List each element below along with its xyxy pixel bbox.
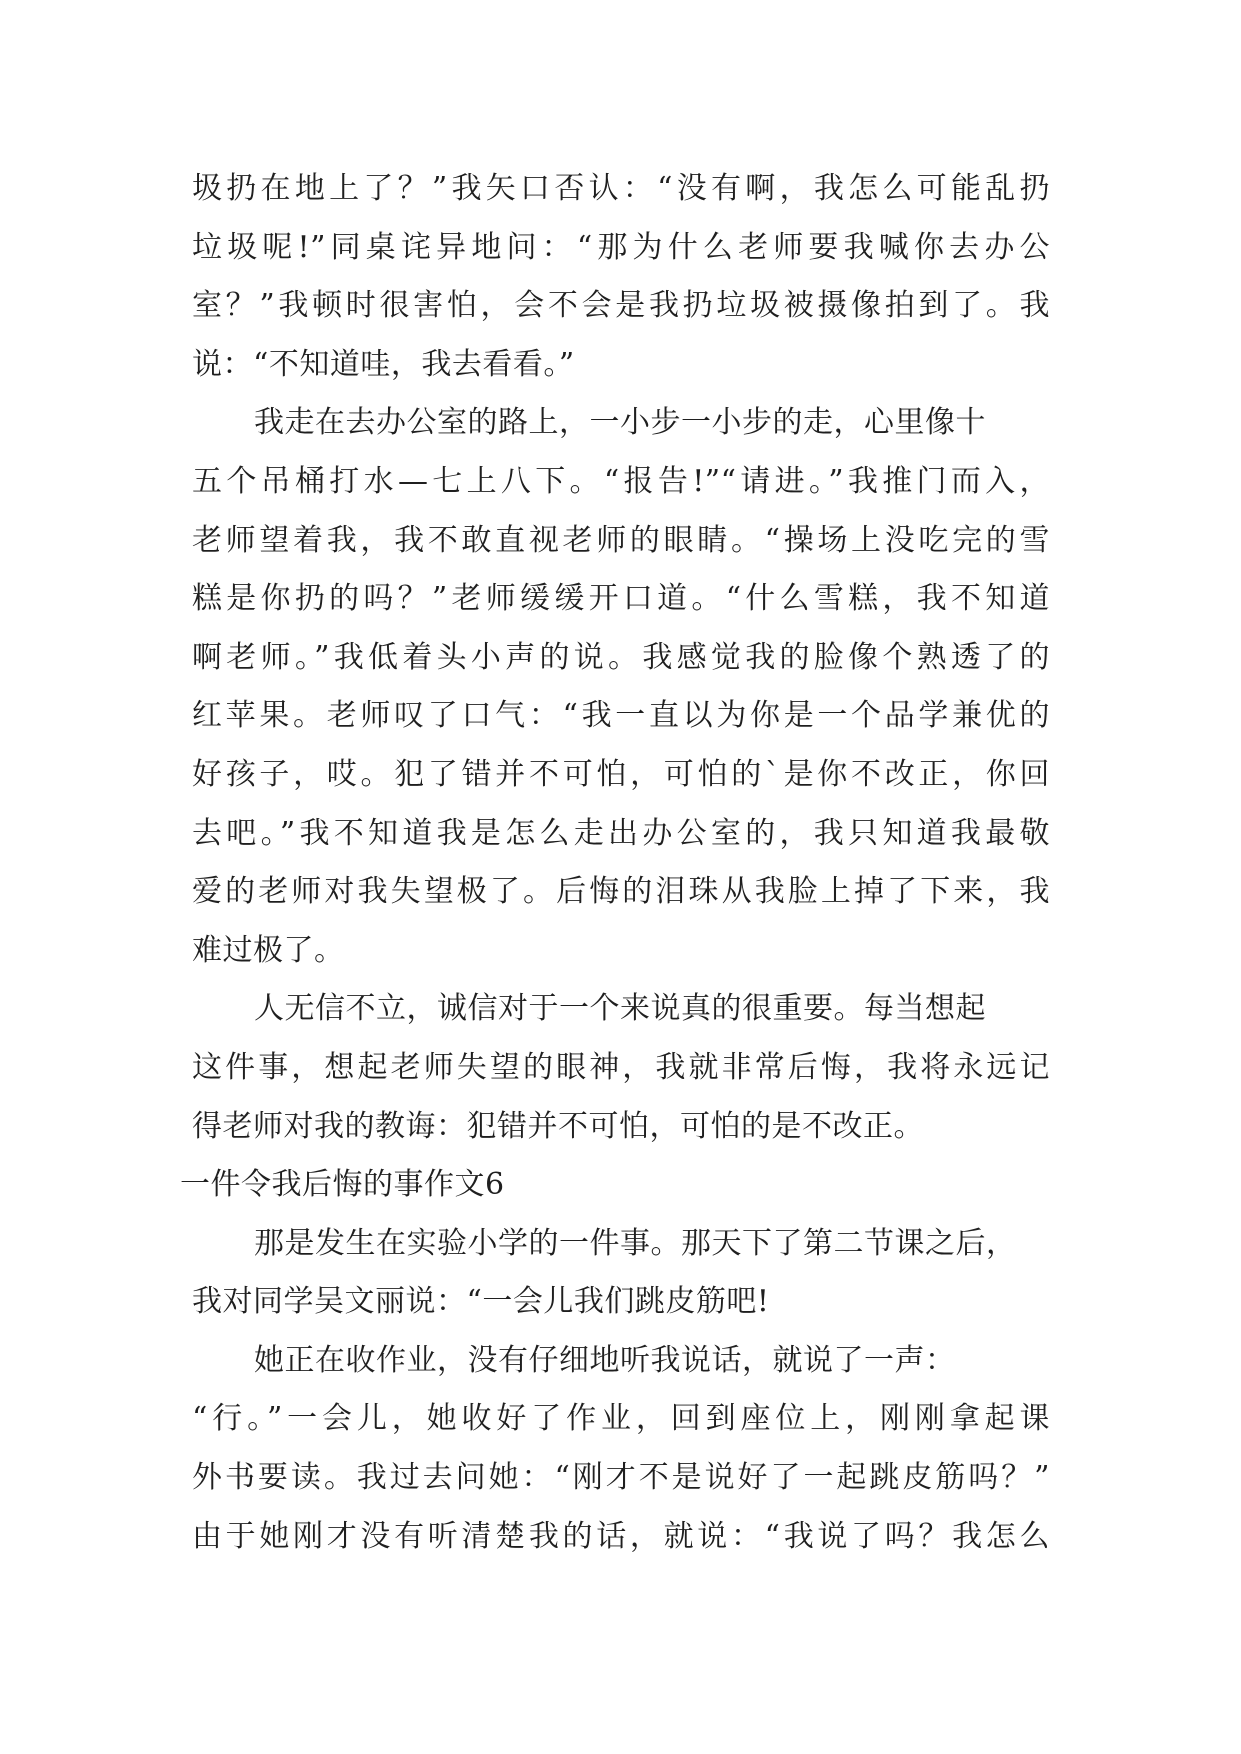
text-line: 垃圾呢!”同桌诧异地问：“那为什么老师要我喊你去办公 (192, 229, 1050, 265)
text-line: 由于她刚才没有听清楚我的话，就说：“我说了吗？我怎么 (192, 1518, 1050, 1554)
text-line: 去吧。”我不知道我是怎么走出办公室的，我只知道我最敬 (192, 815, 1050, 851)
text-line: 说：“不知道哇，我去看看。” (192, 346, 575, 382)
text-line: 好孩子，哎。犯了错并不可怕，可怕的`是你不改正，你回 (192, 756, 1050, 792)
paragraph-first-line: 人无信不立，诚信对于一个来说真的很重要。每当想起 (254, 991, 986, 1027)
text-line: 得老师对我的教诲：犯错并不可怕，可怕的是不改正。 (192, 1108, 924, 1144)
document-body (180, 160, 1050, 1566)
text-line: 啊老师。”我低着头小声的说。我感觉我的脸像个熟透了的 (192, 639, 1050, 675)
text-line: 爱的老师对我失望极了。后悔的泪珠从我脸上掉了下来，我 (192, 874, 1050, 910)
text-line: 老师望着我，我不敢直视老师的眼睛。“操场上没吃完的雪 (192, 522, 1050, 558)
text-line: 红苹果。老师叹了口气：“我一直以为你是一个品学兼优的 (192, 698, 1050, 734)
paragraph-first-line: 那是发生在实验小学的一件事。那天下了第二节课之后， (254, 1225, 1017, 1261)
text-line: 室？”我顿时很害怕，会不会是我扔垃圾被摄像拍到了。我 (192, 288, 1050, 324)
text-line: 我对同学吴文丽说：“一会儿我们跳皮筋吧! (192, 1284, 770, 1320)
text-line: 圾扔在地上了？”我矢口否认：“没有啊，我怎么可能乱扔 (192, 171, 1050, 206)
paragraph-first-line: 她正在收作业，没有仔细地听我说话，就说了一声： (254, 1342, 956, 1378)
text-line: 外书要读。我过去问她：“刚才不是说好了一起跳皮筋吗？” (192, 1460, 1050, 1496)
text-line: 五个吊桶打水—七上八下。“报告!”“请进。”我推门而入， (192, 463, 1050, 499)
text-line: 糕是你扔的吗？”老师缓缓开口道。“什么雪糕，我不知道 (192, 581, 1050, 617)
paragraph-first-line: 我走在去办公室的路上，一小步一小步的走，心里像十 (254, 405, 986, 441)
text-line: 难过极了。 (192, 932, 345, 968)
section-heading: 一件令我后悔的事作文6 (180, 1167, 505, 1203)
text-line: 这件事，想起老师失望的眼神，我就非常后悔，我将永远记 (192, 1049, 1050, 1085)
text-line: “行。”一会儿，她收好了作业，回到座位上，刚刚拿起课 (192, 1401, 1050, 1437)
